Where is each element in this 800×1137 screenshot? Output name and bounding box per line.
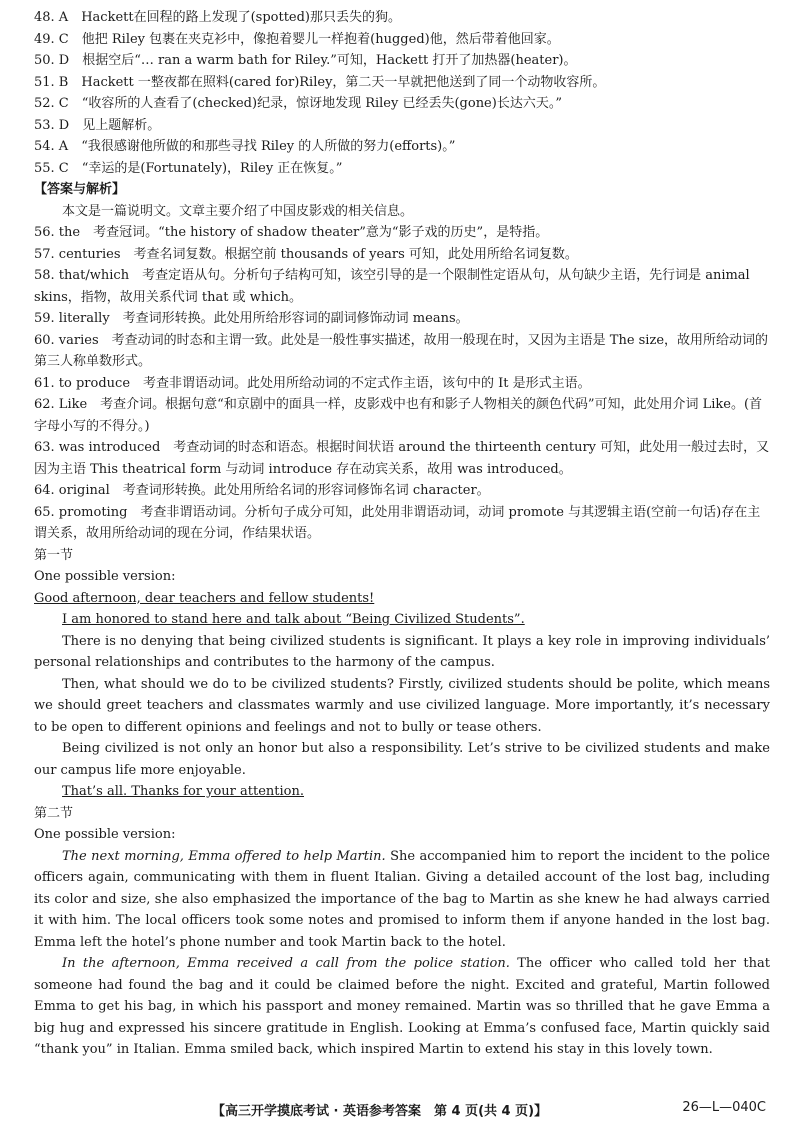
section-heading: 【答案与解析】 xyxy=(34,182,126,197)
letter-greeting: Good afternoon, dear teachers and fellow students! xyxy=(34,590,375,606)
answer-line: 55. C “幸运的是(Fortunately)，Riley 正在恢复。” xyxy=(34,160,343,176)
passage-intro: 本文是一篇说明文。文章主要介绍了中国皮影戏的相关信息。 xyxy=(62,203,414,219)
answer-line: 60. varies 考查动词的时态和主谓一致。此处是一般性事实描述，故用一般现在时，又因为主语是 The size，故用所给动词的第三人称单数形式。 xyxy=(34,332,769,369)
answer-line: 52. C “收容所的人查看了(checked)纪录，惊讶地发现 Riley 已经丢失(gone)长达六天。” xyxy=(34,96,562,111)
answer-line: 58. that/which 考查定语从句。分析句子结构可知，该空引导的是一个限制性定语从句，从句缺少主语，先行词是 animal skins，指物，故用关系代词 that 或 which。 xyxy=(34,268,750,305)
essay-paragraph: Then, what should we do to be civilized students? Firstly, civilized students should be polite, which means we should greet teachers and classmates warmly and use civilized language. More importantly, it’s necessary to be open to different opinions and feelings and not to bully or tease others. xyxy=(34,676,770,735)
answer-line: 57. centuries 考查名词复数。根据空前 thousands of years 可知，此处用所给名词复数。 xyxy=(34,246,578,262)
answer-line: 62. Like 考查介词。根据句意“和京剧中的面具一样，皮影戏中也有和影子人物相关的颜色代码”可知，此处用介词 Like。(首字母小写的不得分。) xyxy=(34,397,763,434)
answer-line: 61. to produce 考查非谓语动词。此处用所给动词的不定式作主语，该句中的 It 是形式主语。 xyxy=(34,375,591,391)
page-content xyxy=(34,7,770,1061)
answer-line: 56. the 考查冠词。“the history of shadow theater”意为“影子戏的历史”，是特指。 xyxy=(34,225,549,240)
footer-title: 【高三开学摸底考试 · 英语参考答案 第 4 页(共 4 页)】 xyxy=(212,1104,548,1119)
answer-line: 49. C 他把 Riley 包裹在夹克衫中，像抱着婴儿一样抱着(hugged)他，然后带着他回家。 xyxy=(34,31,560,47)
answer-line: 63. was introduced 考查动词的时态和语态。根据时间状语 around the thirteenth century 可知，此处用一般过去时，又因为主语 This theatrical form 与动词 introduce 存在动宾关系，故用 was introduced。 xyxy=(34,440,770,477)
paragraph-body: She accompanied him to report the incident to the police officers again, communicating with them in fluent Italian. Giving a detailed account of the lost bag, including its color and size, she also emphasized the importance of the bag to Martin as she knew he had always carried it with him. The local officers took some notes and promised to inform them if anyone handed in the lost bag. Emma left the hotel’s phone number and took Martin back to the hotel. xyxy=(34,848,770,950)
footer-code: 26—L—040C xyxy=(682,1100,766,1115)
story-paragraph xyxy=(34,953,770,1061)
answer-line: 65. promoting 考查非谓语动词。分析句子成分可知，此处用非谓语动词，动词 promote 与其逻辑主语(空前一句话)存在主谓关系，故用所给动词的现在分词，作结果状语。 xyxy=(34,504,761,541)
answer-line: 48. A Hackett在回程的路上发现了(spotted)那只丢失的狗。 xyxy=(34,10,402,25)
section-title: 第二节 xyxy=(34,805,74,821)
section-title: 第一节 xyxy=(34,547,74,563)
version-label: One possible version: xyxy=(34,569,176,584)
letter-opening: I am honored to stand here and talk about “Being Civilized Students”. xyxy=(62,612,525,627)
paragraph-body: The officer who called told her that someone had found the bag and it could be claimed before the night. Excited and grateful, Martin followed Emma to get his bag, in which his passport and money remained. Martin was so thrilled that he gave Emma a big hug and expressed his sincere gratitude in English. Looking at Emma’s confused face, Martin quickly said “thank you” in Italian. Emma smiled back, which inspired Martin to extend his stay in this lovely town. xyxy=(34,956,770,1057)
answer-line: 51. B Hackett 一整夜都在照料(cared for)Riley，第二天一早就把他送到了同一个动物收容所。 xyxy=(34,74,606,90)
paragraph-lead: The next morning, Emma offered to help Martin. xyxy=(62,848,386,864)
answer-line: 53. D 见上题解析。 xyxy=(34,117,161,133)
answer-line: 64. original 考查词形转换。此处用所给名词的形容词修饰名词 character。 xyxy=(34,483,490,498)
answer-line: 54. A “我很感谢他所做的和那些寻找 Riley 的人所做的努力(efforts)。” xyxy=(34,139,456,154)
answer-line: 59. literally 考查词形转换。此处用所给形容词的副词修饰动词 means。 xyxy=(34,311,469,326)
version-label: One possible version: xyxy=(34,827,176,842)
paragraph-lead: In the afternoon, Emma received a call from the police station. xyxy=(62,956,510,971)
answer-line: 50. D 根据空后“… ran a warm bath for Riley.”可知，Hackett 打开了加热器(heater)。 xyxy=(34,53,577,68)
essay-paragraph: Being civilized is not only an honor but also a responsibility. Let’s strive to be civilized students and make our campus life more enjoyable. xyxy=(34,741,770,778)
story-paragraph xyxy=(34,846,770,954)
essay-paragraph: There is no denying that being civilized students is significant. It plays a key role in improving individuals’ personal relationships and contributes to the harmony of the campus. xyxy=(34,633,770,670)
letter-closing: That’s all. Thanks for your attention. xyxy=(62,784,304,799)
